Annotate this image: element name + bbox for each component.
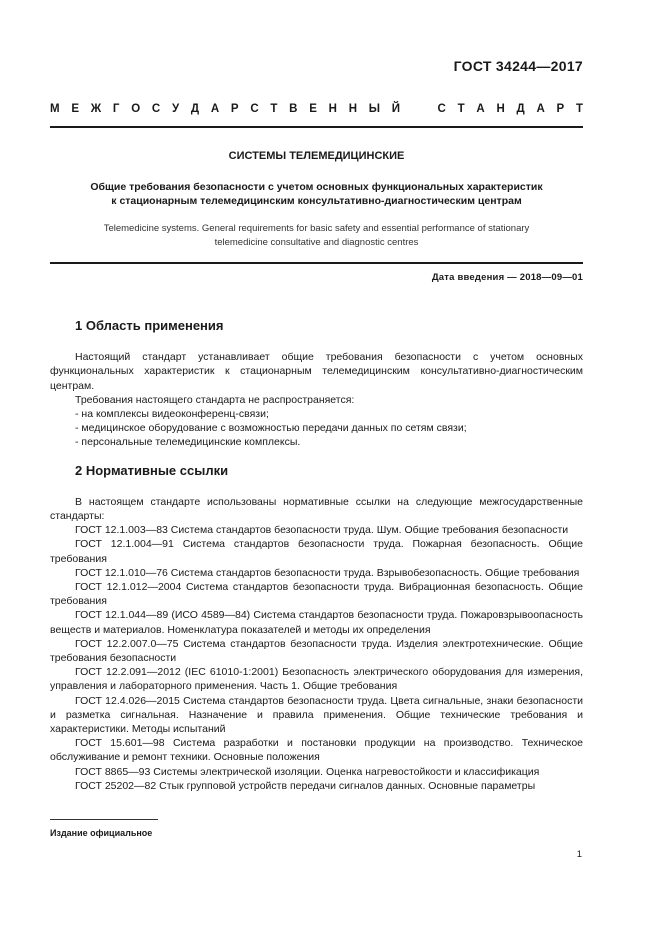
list-item: - медицинское оборудование с возможностью передачи данных по сетям связи; bbox=[75, 422, 467, 435]
letter: Т bbox=[457, 103, 465, 115]
scope-paragraph: Настоящий стандарт устанавливает общие требования безопасности с учетом основных функциональных характеристик к стационарным телемедицинским консультативно-диагностическим центрам. bbox=[50, 351, 583, 392]
section-1-heading: 1 Область применения bbox=[75, 318, 224, 333]
letter: Д bbox=[190, 103, 200, 115]
document-title: СИСТЕМЫ ТЕЛЕМЕДИЦИНСКИЕ bbox=[228, 150, 405, 162]
reference-item: ГОСТ 12.1.004—91 Система стандартов безопасности труда. Пожарная безопасность. Общие требования bbox=[50, 538, 583, 565]
word-gap bbox=[412, 103, 426, 115]
letter: С bbox=[151, 103, 161, 115]
list-item: - персональные телемедицинские комплексы. bbox=[75, 436, 301, 449]
letter: Г bbox=[112, 103, 120, 115]
english-title-line: Telemedicine systems. General requirements for basic safety and essential performance of stationary bbox=[103, 223, 530, 234]
english-title-line: telemedicine consultative and diagnostic centres bbox=[214, 236, 419, 248]
document-body bbox=[50, 319, 583, 793]
header-rule bbox=[50, 126, 583, 128]
letter: В bbox=[289, 103, 298, 115]
letter: А bbox=[536, 103, 545, 115]
footer-rule bbox=[50, 819, 158, 820]
letter: Р bbox=[230, 103, 239, 115]
letter: Е bbox=[71, 103, 80, 115]
letter: О bbox=[131, 103, 141, 115]
letter: Н bbox=[496, 103, 505, 115]
letter: М bbox=[50, 103, 60, 115]
references-intro: В настоящем стандарте использованы нормативные ссылки на следующие межгосударственные стандарты: bbox=[50, 495, 583, 523]
reference-item: ГОСТ 12.1.010—76 Система стандартов безопасности труда. Взрывобезопасность. Общие требования bbox=[75, 566, 580, 579]
reference-item: ГОСТ 12.1.003—83 Система стандартов безопасности труда. Шум. Общие требования безопасности bbox=[75, 524, 569, 537]
letter: С bbox=[250, 103, 259, 115]
letter: Н bbox=[348, 103, 358, 115]
letter: Ж bbox=[90, 103, 102, 115]
reference-item: ГОСТ 12.2.007.0—75 Система стандартов безопасности труда. Изделия электротехнические. Общие требования безопасности bbox=[50, 637, 583, 665]
english-title bbox=[50, 222, 583, 249]
section-2-heading: 2 Нормативные ссылки bbox=[75, 462, 229, 478]
reference-item: ГОСТ 12.2.091—2012 (IEC 61010-1:2001) Безопасность электрического оборудования для измерения, управления и лабораторного применения. Часть 1. Общие требования bbox=[50, 666, 583, 693]
letter: Ы bbox=[368, 103, 381, 115]
reference-item: ГОСТ 12.1.044—89 (ИСО 4589—84) Система стандартов безопасности труда. Пожаровзрывоопасность веществ и материалов. Номенклатура показателей и методы их определения bbox=[50, 609, 583, 636]
subtitle-line: Общие требования безопасности с учетом основных функциональных характеристик bbox=[90, 181, 543, 193]
letter: Д bbox=[516, 103, 525, 115]
letter: Й bbox=[391, 103, 401, 115]
reference-item: ГОСТ 12.1.012—2004 Система стандартов безопасности труда. Вибрационная безопасность. Общие требования bbox=[50, 581, 583, 608]
document-subtitle bbox=[50, 180, 583, 208]
reference-item: ГОСТ 8865—93 Системы электрической изоляции. Оценка нагревостойкости и классификация bbox=[75, 765, 540, 778]
letter: У bbox=[171, 103, 180, 115]
letter: А bbox=[210, 103, 220, 115]
reference-item: ГОСТ 15.601—98 Система разработки и постановки продукции на производство. Техническое обслуживание и ремонт техники. Основные положения bbox=[50, 737, 583, 764]
list-item: - на комплексы видеоконференц-связи; bbox=[75, 408, 269, 421]
reference-item: ГОСТ 12.4.026—2015 Система стандартов безопасности труда. Цвета сигнальные, знаки безопасности и разметка сигнальная. Назначение и правила применения. Общие технические требования и характеристики. Методы испытаний bbox=[50, 694, 583, 736]
letter: Р bbox=[556, 103, 565, 115]
subtitle-line: к стационарным телемедицинским консультативно-диагностическим центрам bbox=[111, 195, 522, 207]
document-type-heading bbox=[50, 103, 583, 115]
title-block-rule bbox=[50, 262, 583, 264]
letter: А bbox=[476, 103, 485, 115]
reference-item: ГОСТ 25202—82 Стык групповой устройств передачи сигналов данных. Основные параметры bbox=[75, 779, 536, 792]
letter: Т bbox=[575, 103, 583, 115]
not-applies-paragraph: Требования настоящего стандарта не распространяется: bbox=[75, 393, 355, 406]
document-number: ГОСТ 34244—2017 bbox=[453, 58, 583, 74]
letter: Н bbox=[328, 103, 337, 115]
introduction-date: Дата введения — 2018—09—01 bbox=[431, 272, 583, 283]
page-number: 1 bbox=[576, 849, 582, 860]
letter: Т bbox=[270, 103, 278, 115]
letter: Е bbox=[309, 103, 317, 115]
edition-label: Издание официальное bbox=[50, 828, 153, 838]
letter: С bbox=[437, 103, 446, 115]
